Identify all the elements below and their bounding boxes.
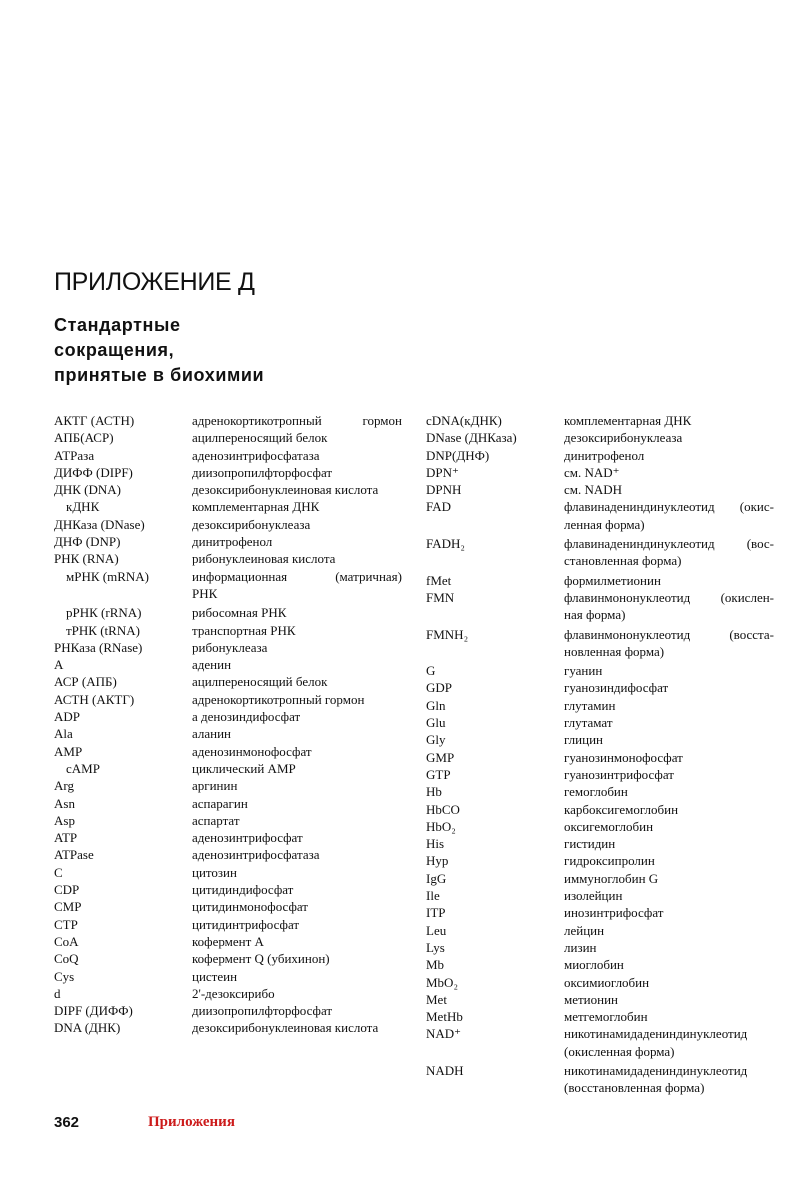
- abbreviation: d: [54, 985, 61, 1001]
- abbreviation-entry: [54, 429, 402, 446]
- abbreviation-entry: [54, 708, 402, 725]
- abbreviation: NADH: [426, 1062, 464, 1078]
- abbreviation-entry: [54, 656, 402, 673]
- abbreviation: DNP(ДНФ): [426, 447, 490, 463]
- abbreviation-entry: [54, 760, 402, 777]
- abbreviation: MbO₂: [426, 974, 458, 990]
- abbreviation-entry: [54, 691, 402, 708]
- definition: иммуноглобин G: [564, 870, 659, 886]
- abbreviation-entry: [54, 481, 402, 498]
- definition: комплементарная ДНК: [564, 413, 692, 428]
- abbreviation-entry: [426, 887, 774, 904]
- definition: формилметионин: [564, 572, 661, 588]
- abbreviation-entry: [426, 870, 774, 887]
- definition: цитидинтрифосфат: [192, 916, 300, 932]
- abbreviation-entry: [54, 498, 402, 515]
- abbreviation-entry: [54, 622, 402, 639]
- abbreviation-entry: [426, 904, 774, 921]
- abbreviation: A: [54, 657, 64, 673]
- definition: глутамат: [564, 715, 613, 731]
- abbreviation-entry: [426, 818, 774, 835]
- abbreviation: АСТН (АКТГ): [54, 691, 135, 707]
- abbreviation-entry: [54, 846, 402, 863]
- subtitle-line: принятые в биохимии: [54, 365, 265, 385]
- definition: рибосомная РНК: [192, 605, 287, 621]
- abbreviation: His: [426, 836, 445, 852]
- abbreviation: Cys: [54, 968, 75, 984]
- definition: гистидин: [564, 836, 616, 852]
- definition: гуанозинтрифосфат: [564, 766, 674, 782]
- definition-continued: ная форма): [564, 607, 626, 623]
- definition: дезоксирибонуклеиновая кислота: [192, 1020, 379, 1036]
- abbreviation: Mb: [426, 957, 445, 973]
- definition: аденозинтрифосфат: [192, 830, 303, 846]
- definition: гуанозинмонофосфат: [564, 749, 683, 765]
- abbreviation-entry: [54, 604, 402, 621]
- definition: диизопропилфторфосфат: [192, 1003, 333, 1019]
- abbreviation: Leu: [426, 922, 447, 938]
- definition: ацилпереносящий белок: [192, 430, 328, 446]
- abbreviation: DNase (ДНКаза): [426, 430, 517, 446]
- definition: дезоксирибонуклеаза: [564, 430, 683, 446]
- abbreviation-column-left: [54, 412, 402, 1037]
- abbreviation-entry: [426, 697, 774, 714]
- abbreviation: рРНК (rRNA): [66, 605, 142, 621]
- abbreviation: Ile: [426, 888, 440, 904]
- definition: лизин: [564, 939, 597, 955]
- abbreviation: Gly: [426, 732, 446, 748]
- abbreviation: кДНК: [66, 499, 100, 515]
- abbreviation-entry: [426, 679, 774, 696]
- abbreviation-entry: [54, 864, 402, 881]
- definition: флавинмононуклеотид (окислен-: [564, 589, 774, 605]
- abbreviation: ITP: [426, 905, 446, 921]
- abbreviation-entry: [54, 464, 402, 481]
- definition: гидроксипролин: [564, 853, 655, 869]
- abbreviation-entry: [54, 743, 402, 760]
- abbreviation: Met: [426, 991, 447, 1007]
- definition: цитидиндифосфат: [192, 882, 294, 898]
- abbreviation: CoQ: [54, 951, 79, 967]
- abbreviation: CMP: [54, 899, 82, 915]
- abbreviation-entry: [54, 1002, 402, 1019]
- definition: аланин: [192, 726, 232, 742]
- abbreviation: DPN⁺: [426, 464, 459, 480]
- abbreviation-entry: [426, 991, 774, 1008]
- definition-continued: РНК: [192, 585, 218, 601]
- definition: миоглобин: [564, 957, 624, 973]
- definition: изолейцин: [564, 888, 623, 904]
- abbreviation: Glu: [426, 715, 446, 731]
- abbreviation-entry: [54, 985, 402, 1002]
- abbreviation: G: [426, 663, 436, 679]
- abbreviation: CoA: [54, 933, 79, 949]
- definition: информационная (матричная): [192, 568, 402, 584]
- abbreviation-entry: [426, 749, 774, 766]
- definition: транспортная РНК: [192, 622, 296, 638]
- abbreviation: ATPase: [54, 847, 94, 863]
- definition: 2'-дезоксирибо: [192, 985, 275, 1001]
- abbreviation-entry: [426, 535, 774, 570]
- abbreviation-entry: [426, 429, 774, 446]
- definition: никотинамидадениндинуклеотид: [564, 1062, 748, 1078]
- definition: аспартат: [192, 812, 240, 828]
- definition: адренокортикотропный гормон: [192, 413, 402, 428]
- abbreviation-entry: [426, 956, 774, 973]
- definition: цитозин: [192, 864, 237, 880]
- abbreviation: ДИФФ (DIPF): [54, 464, 133, 480]
- definition: циклический АМР: [192, 760, 296, 776]
- abbreviation-entry: [426, 662, 774, 679]
- definition: рибонуклеиновая кислота: [192, 551, 336, 567]
- definition-continued: (окисленная форма): [564, 1043, 675, 1059]
- abbreviation-entry: [426, 714, 774, 731]
- abbreviation-entry: [54, 968, 402, 985]
- abbreviation: ДНФ (DNP): [54, 534, 121, 550]
- abbreviation-entry: [426, 852, 774, 869]
- abbreviation-entry: [426, 464, 774, 481]
- definition: кофермент А: [192, 933, 264, 949]
- abbreviation: Arg: [54, 778, 74, 794]
- abbreviation-entry: [426, 589, 774, 624]
- definition: аденозинмонофосфат: [192, 743, 312, 759]
- abbreviation-entry: [54, 1019, 402, 1036]
- definition: никотинамидадениндинуклеотид: [564, 1026, 748, 1042]
- abbreviation: DPNH: [426, 482, 462, 498]
- abbreviation: HbO₂: [426, 818, 456, 834]
- abbreviation: FMNH₂: [426, 626, 469, 642]
- definition-continued: новленная форма): [564, 643, 665, 659]
- abbreviation-entry: [426, 481, 774, 498]
- abbreviation: FADH₂: [426, 536, 465, 552]
- definition: комплементарная ДНК: [192, 499, 320, 515]
- abbreviation-entry: [54, 412, 402, 429]
- definition: рибонуклеаза: [192, 639, 268, 655]
- abbreviation-entry: [54, 795, 402, 812]
- abbreviation: FAD: [426, 499, 452, 515]
- abbreviation: РНКаза (RNase): [54, 639, 143, 655]
- definition: гемоглобин: [564, 784, 628, 800]
- definition: метионин: [564, 991, 619, 1007]
- abbreviation-entry: [426, 572, 774, 589]
- abbreviation: ДНК (DNA): [54, 482, 121, 498]
- abbreviation-entry: [54, 829, 402, 846]
- running-footer-title: Приложения: [148, 1114, 235, 1130]
- definition: а денозиндифосфат: [192, 709, 301, 725]
- definition: инозинтрифосфат: [564, 905, 664, 921]
- abbreviation: Hb: [426, 784, 442, 800]
- abbreviation-entry: [426, 835, 774, 852]
- definition: флавинмононуклеотид (восста-: [564, 626, 774, 642]
- definition: лейцин: [564, 922, 605, 938]
- definition: дезоксирибонуклеаза: [192, 516, 311, 532]
- abbreviation-entry: [426, 766, 774, 783]
- definition: карбоксигемоглобин: [564, 801, 679, 817]
- abbreviation-entry: [426, 498, 774, 533]
- abbreviation: мРНК (mRNA): [66, 568, 149, 584]
- abbreviation-entry: [426, 731, 774, 748]
- abbreviation-entry: [54, 881, 402, 898]
- definition-continued: (восстановленная форма): [564, 1080, 705, 1096]
- definition: аргинин: [192, 778, 238, 794]
- abbreviation: GMP: [426, 749, 455, 765]
- abbreviation: FMN: [426, 589, 455, 605]
- abbreviation-entry: [54, 516, 402, 533]
- page-number: 362: [54, 1114, 80, 1131]
- abbreviation: Hyp: [426, 853, 449, 869]
- abbreviation-entry: [426, 1008, 774, 1025]
- definition: оксигемоглобин: [564, 818, 654, 834]
- abbreviation: Ala: [54, 726, 73, 742]
- abbreviation-entry: [54, 725, 402, 742]
- abbreviation-entry: [54, 533, 402, 550]
- abbreviation: HbCO: [426, 801, 460, 817]
- abbreviation: АПБ(АСР): [54, 430, 114, 446]
- abbreviation-entry: [54, 550, 402, 567]
- definition-continued: становленная форма): [564, 553, 682, 569]
- definition: глицин: [564, 732, 603, 748]
- abbreviation: AMP: [54, 743, 83, 759]
- subtitle-line: сокращения,: [54, 340, 175, 360]
- abbreviation-entry: [54, 447, 402, 464]
- abbreviation-entry: [54, 777, 402, 794]
- abbreviation: fMet: [426, 572, 452, 588]
- definition: глутамин: [564, 697, 616, 713]
- abbreviation: cAMP: [66, 760, 100, 776]
- abbreviation: АТРаза: [54, 447, 95, 463]
- definition: аденин: [192, 657, 232, 673]
- abbreviation-entry: [54, 673, 402, 690]
- definition: аденозинтрифосфатаза: [192, 847, 320, 863]
- abbreviation: CDP: [54, 882, 80, 898]
- definition: кофермент Q (убихинон): [192, 951, 330, 967]
- abbreviation: Lys: [426, 939, 445, 955]
- definition: флавинадениндинуклеотид (окис-: [564, 499, 774, 515]
- abbreviation-entry: [426, 626, 774, 661]
- abbreviation-entry: [426, 922, 774, 939]
- abbreviation-entry: [426, 412, 774, 429]
- abbreviation: тРНК (tRNA): [66, 622, 140, 638]
- definition: динитрофенол: [564, 447, 645, 463]
- abbreviation-entry: [426, 939, 774, 956]
- abbreviation: АКТГ (АСТН): [54, 413, 135, 428]
- abbreviation: РНК (RNA): [54, 551, 119, 567]
- appendix-heading: ПРИЛОЖЕНИЕ Д: [54, 268, 255, 296]
- definition: диизопропилфторфосфат: [192, 464, 333, 480]
- abbreviation: DIPF (ДИФФ): [54, 1003, 133, 1019]
- definition: аденозинтрифосфатаза: [192, 447, 320, 463]
- abbreviation: cDNA(кДНК): [426, 413, 502, 428]
- abbreviation-entry: [54, 916, 402, 933]
- definition: см. NAD⁺: [564, 464, 620, 480]
- definition: дезоксирибонуклеиновая кислота: [192, 482, 379, 498]
- abbreviation: IgG: [426, 870, 447, 886]
- definition: аспарагин: [192, 795, 248, 811]
- abbreviation: CTP: [54, 916, 78, 932]
- abbreviation: MetHb: [426, 1009, 463, 1025]
- definition: оксимиоглобин: [564, 974, 650, 990]
- abbreviation: Asp: [54, 812, 75, 828]
- abbreviation-entry: [426, 783, 774, 800]
- definition: метгемоглобин: [564, 1009, 648, 1025]
- abbreviation: АСР (АПБ): [54, 674, 117, 690]
- abbreviation: NAD⁺: [426, 1026, 462, 1042]
- definition-continued: ленная форма): [564, 516, 645, 532]
- abbreviation: ДНКаза (DNase): [54, 516, 145, 532]
- subtitle-line: Стандартные: [54, 315, 181, 335]
- abbreviation: ATP: [54, 830, 78, 846]
- definition: динитрофенол: [192, 534, 273, 550]
- abbreviation-entry: [54, 898, 402, 915]
- definition: гуанин: [564, 663, 603, 679]
- abbreviation-entry: [426, 974, 774, 991]
- definition: адренокортикотропный гормон: [192, 691, 365, 707]
- abbreviation: ADP: [54, 709, 81, 725]
- appendix-subtitle: [54, 313, 264, 388]
- abbreviation: Gln: [426, 697, 446, 713]
- abbreviation: GTP: [426, 766, 451, 782]
- abbreviation-entry: [426, 801, 774, 818]
- definition: цитидинмонофосфат: [192, 899, 308, 915]
- abbreviation: Asn: [54, 795, 75, 811]
- definition: цистеин: [192, 968, 238, 984]
- abbreviation: С: [54, 864, 63, 880]
- abbreviation-entry: [426, 1025, 774, 1060]
- abbreviation-entry: [426, 447, 774, 464]
- definition: ацилпереносящий белок: [192, 674, 328, 690]
- definition: флавинадениндинуклеотид (вос-: [564, 536, 774, 552]
- abbreviation: DNA (ДНК): [54, 1020, 121, 1036]
- abbreviation-entry: [54, 933, 402, 950]
- definition: см. NADH: [564, 482, 623, 498]
- abbreviation: GDP: [426, 680, 453, 696]
- definition: гуанозиндифосфат: [564, 680, 669, 696]
- abbreviation-column-right: [426, 412, 774, 1097]
- abbreviation-entry: [54, 950, 402, 967]
- abbreviation-entry: [54, 639, 402, 656]
- abbreviation-entry: [54, 812, 402, 829]
- abbreviation-entry: [54, 568, 402, 603]
- abbreviation-entry: [426, 1062, 774, 1097]
